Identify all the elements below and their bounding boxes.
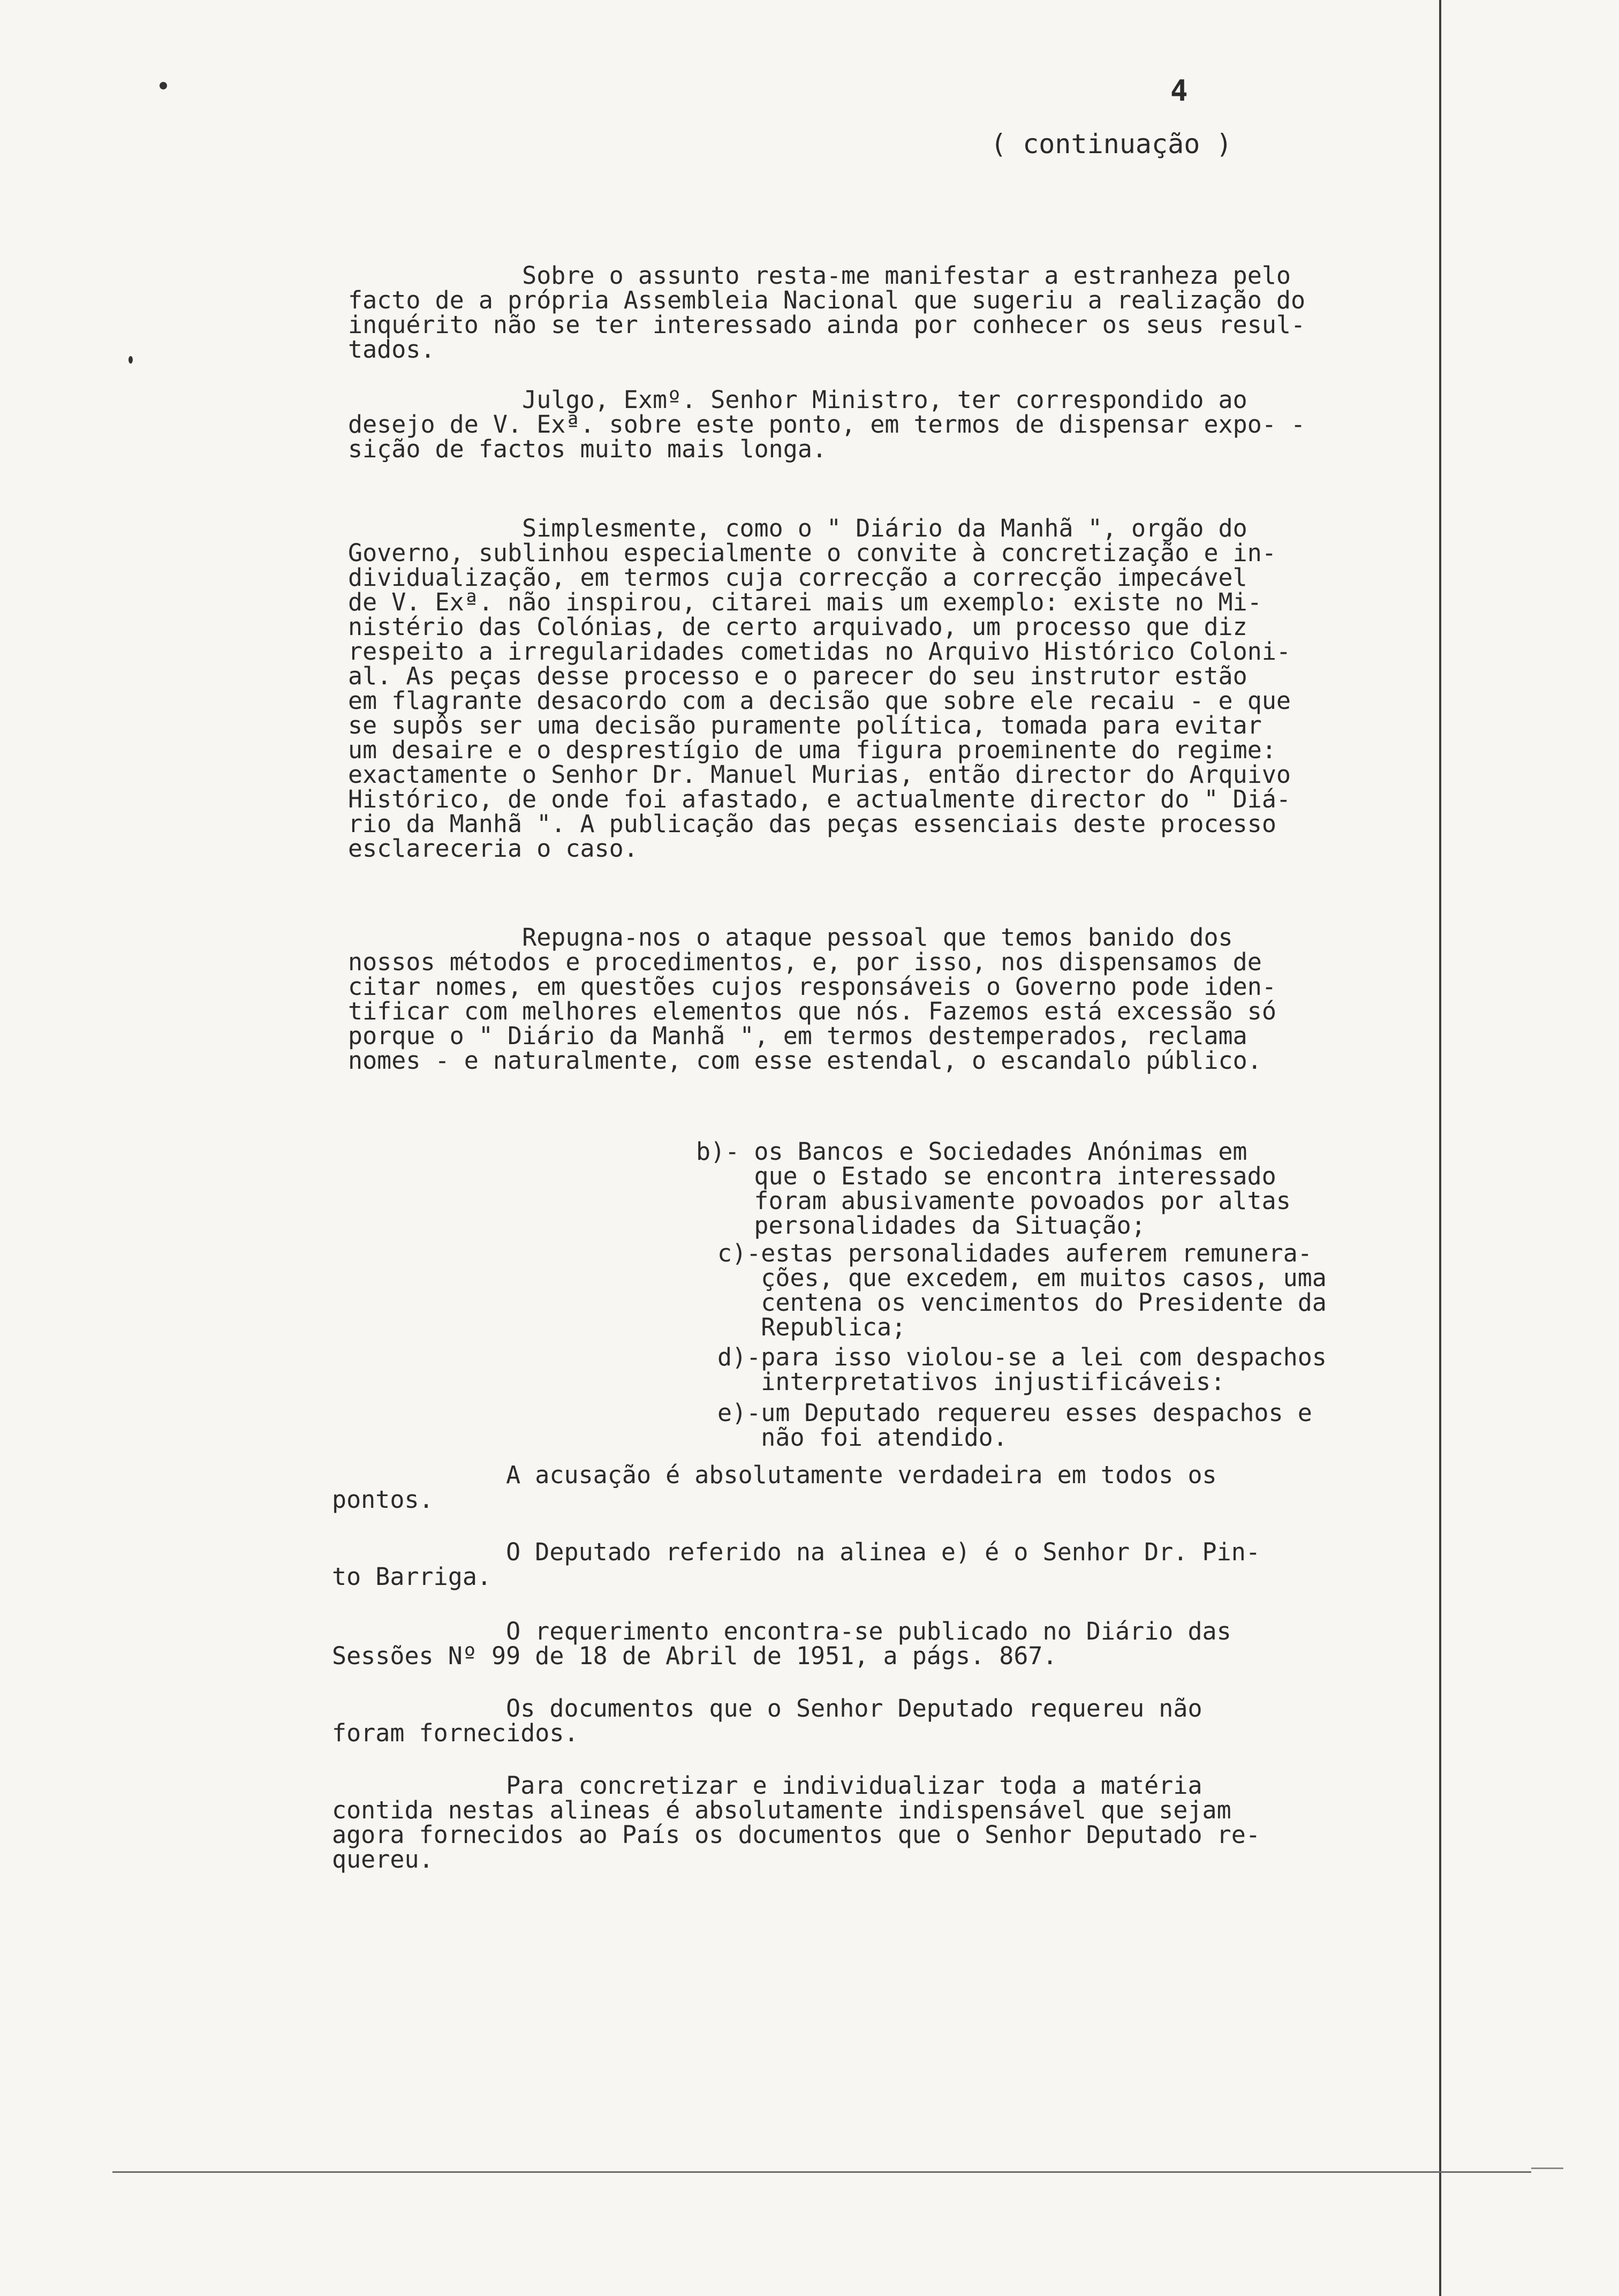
text-line: al. As peças desse processo e o parecer do seu instrutor estão	[348, 662, 1247, 690]
paragraph	[332, 1540, 1408, 1589]
paragraph	[332, 1463, 1408, 1512]
footer-rule	[112, 2171, 1531, 2173]
text-line: tados.	[348, 335, 435, 364]
text-line: se supôs ser uma decisão puramente política, tomada para evitar	[348, 711, 1262, 739]
paragraph	[332, 1696, 1408, 1746]
text-line: rio da Manhã ". A publicação das peças essenciais deste processo	[348, 810, 1276, 838]
text-line: personalidades da Situação;	[696, 1211, 1146, 1240]
text-line: contida nestas alineas é absolutamente indispensável que sejam	[332, 1796, 1231, 1824]
text-line: b)- os Bancos e Sociedades Anónimas em	[696, 1137, 1247, 1166]
text-line: nossos métodos e procedimentos, e, por isso, nos dispensamos de	[348, 948, 1262, 976]
text-line: exactamente o Senhor Dr. Manuel Murias, então director do Arquivo	[348, 760, 1291, 789]
paragraph	[348, 388, 1424, 462]
text-line: tificar com melhores elementos que nós. Fazemos está excessão só	[348, 997, 1276, 1025]
text-line: Os documentos que o Senhor Deputado requereu não	[332, 1694, 1202, 1723]
text-line: Histórico, de onde foi afastado, e actualmente director do " Diá-	[348, 785, 1291, 813]
text-line: quereu.	[332, 1845, 434, 1874]
text-line: Republica;	[717, 1313, 906, 1341]
paragraph	[332, 1619, 1408, 1668]
text-line: sição de factos muito mais longa.	[348, 435, 827, 463]
text-line: não foi atendido.	[717, 1423, 1008, 1452]
text-line: to Barriga.	[332, 1562, 492, 1591]
text-line: O Deputado referido na alinea e) é o Senhor Dr. Pin-	[332, 1538, 1260, 1566]
text-line: respeito a irregularidades cometidas no Arquivo Histórico Coloni-	[348, 637, 1291, 666]
text-line: interpretativos injustificáveis:	[717, 1368, 1225, 1396]
list-item	[717, 1241, 1619, 1340]
text-line: desejo de V. Exª. sobre este ponto, em termos de dispensar expo- -	[348, 410, 1306, 439]
text-line: Sobre o assunto resta-me manifestar a estranheza pelo	[348, 261, 1291, 290]
text-line: um desaire e o desprestígio de uma figura proeminente do regime:	[348, 736, 1276, 764]
paragraph	[348, 516, 1424, 861]
text-line: inquérito não se ter interessado ainda por conhecer os seus resul-	[348, 311, 1306, 339]
text-line: d)-para isso violou-se a lei com despachos	[717, 1343, 1327, 1371]
list-item	[717, 1401, 1619, 1450]
text-line: centena os vencimentos do Presidente da	[717, 1288, 1327, 1317]
text-line: c)-estas personalidades auferem remunera-	[717, 1239, 1312, 1267]
text-line: e)-um Deputado requereu esses despachos e	[717, 1399, 1312, 1427]
list-item	[717, 1345, 1619, 1394]
text-line: Repugna-nos o ataque pessoal que temos banido dos	[348, 923, 1233, 951]
text-line: citar nomes, em questões cujos responsáveis o Governo pode iden-	[348, 972, 1276, 1001]
ink-speck	[128, 356, 133, 364]
text-line: O requerimento encontra-se publicado no Diário das	[332, 1617, 1231, 1645]
text-line: que o Estado se encontra interessado	[696, 1162, 1276, 1190]
ink-speck	[160, 82, 167, 89]
text-line: facto de a própria Assembleia Nacional que sugeriu a realização do	[348, 286, 1306, 314]
text-line: ções, que excedem, em muitos casos, uma	[717, 1264, 1327, 1292]
paragraph	[348, 925, 1424, 1073]
text-line: Julgo, Exmº. Senhor Ministro, ter correspondido ao	[348, 386, 1247, 414]
text-line: foram abusivamente povoados por altas	[696, 1187, 1291, 1215]
text-line: Para concretizar e individualizar toda a matéria	[332, 1771, 1202, 1800]
text-line: A acusação é absolutamente verdadeira em todos os	[332, 1461, 1217, 1489]
page-number: 4	[1170, 74, 1188, 108]
text-line: de V. Exª. não inspirou, citarei mais um exemplo: existe no Mi-	[348, 588, 1262, 616]
text-line: Governo, sublinhou especialmente o convite à concretização e in-	[348, 539, 1276, 567]
text-line: dividualização, em termos cuja correcção a correcção impecável	[348, 563, 1247, 592]
text-line: porque o " Diário da Manhã ", em termos destemperados, reclama	[348, 1022, 1247, 1050]
text-line: Sessões Nº 99 de 18 de Abril de 1951, a págs. 867.	[332, 1642, 1057, 1670]
footer-tick	[1531, 2167, 1563, 2169]
list-item	[696, 1139, 1619, 1238]
paragraph	[348, 263, 1424, 362]
continuation-label: ( continuação )	[990, 129, 1232, 160]
text-line: nistério das Colónias, de certo arquivado, um processo que diz	[348, 613, 1247, 641]
text-line: nomes - e naturalmente, com esse estendal, o escandalo público.	[348, 1046, 1262, 1075]
text-line: agora fornecidos ao País os documentos que o Senhor Deputado re-	[332, 1821, 1260, 1849]
text-line: Simplesmente, como o " Diário da Manhã ", orgão do	[348, 514, 1247, 542]
text-line: foram fornecidos.	[332, 1719, 579, 1747]
text-line: esclareceria o caso.	[348, 834, 638, 863]
text-line: em flagrante desacordo com a decisão que sobre ele recaiu - e que	[348, 686, 1291, 715]
text-line: pontos.	[332, 1485, 434, 1514]
paragraph	[332, 1773, 1408, 1872]
